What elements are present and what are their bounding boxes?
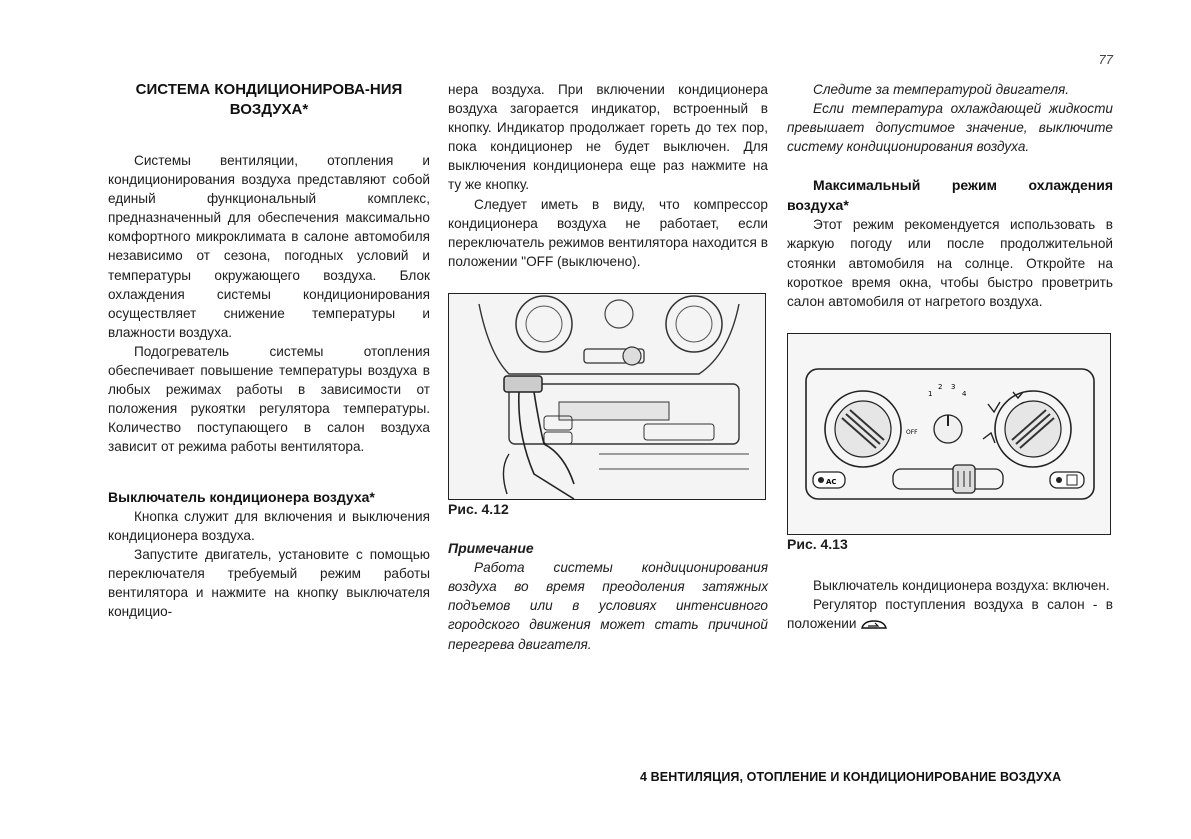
fan-speed-2-label: 2 — [938, 382, 943, 391]
page-number: 77 — [1098, 52, 1113, 67]
paragraph: Следите за температурой двигателя. — [813, 82, 1070, 97]
figure-4-13-image — [787, 333, 1111, 535]
paragraph: Системы вентиляции, отопления и кондиционирования воздуха представляют собой единый функциональный комплекс, предназначенный для обеспечения максимально комфортного микроклимата в салоне автомобиля независимо от сезона, погодных условий и температуры окружающего воздуха. Блок охлаждения системы кондиционирования осуществляет снижение температуры и влажности воздуха. — [108, 153, 430, 340]
figure-caption: Рис. 4.13 — [787, 535, 848, 552]
figure-4-12-image — [448, 293, 766, 500]
paragraph: Запустите двигатель, установите с помощью переключателя требуемый режим работы вентилятора и нажмите на кнопку выключателя кондицио- — [108, 546, 430, 619]
paragraph: нера воздуха. При включении кондиционера воздуха загорается индикатор, встроенный в кнопку. Индикатор продолжает гореть до тех пор, пока кондиционер не будет выключен. Для выключения кондиционера еще раз нажмите на ту же кнопку. — [448, 82, 768, 193]
column-3 — [787, 80, 1113, 633]
paragraph: Если температура охлаждающей жидкости превышает допустимое значение, выключите систему кондиционирования воздуха. — [787, 101, 1113, 155]
section-heading-max-cooling: Максимальный режим охлаждения воздуха* — [787, 177, 1113, 214]
paragraph: Кнопка служит для включения и выключения кондиционера воздуха. — [108, 508, 430, 543]
fan-speed-4-label: 4 — [962, 389, 967, 398]
column-2 — [448, 80, 768, 654]
paragraph: Выключатель кондиционера воздуха: включен. — [813, 577, 1110, 593]
section-heading-ac-switch: Выключатель кондиционера воздуха* — [108, 488, 375, 505]
note-title: Примечание — [448, 540, 534, 557]
page-footer: 4 ВЕНТИЛЯЦИЯ, ОТОПЛЕНИЕ И КОНДИЦИОНИРОВАНИЕ ВОЗДУХА — [640, 770, 1062, 784]
fan-off-label: OFF — [906, 428, 918, 436]
paragraph: Подогреватель системы отопления обеспечивает повышение температуры воздуха в любых режимах работы в зависимости от положения рукоятки регулятора температуры. Количество поступающего в салон воздуха зависит от режима работы вентилятора. — [108, 343, 430, 455]
note-text: Работа системы кондиционирования воздуха во время преодоления затяжных подъемов или в условиях интенсивного городского движения может стать причиной перегрева двигателя. — [448, 560, 768, 652]
paragraph-text: Регулятор поступления воздуха в салон - в положении — [787, 597, 1113, 632]
recirculation-icon — [860, 619, 888, 631]
figure-caption: Рис. 4.12 — [448, 500, 509, 517]
ac-button-label: AC — [826, 477, 837, 486]
fan-speed-1-label: 1 — [928, 389, 933, 398]
paragraph: Этот режим рекомендуется использовать в жаркую погоду или после продолжительной стоянки автомобиля на солнце. Откройте на короткое время окна, чтобы быстро проветрить салон автомобиля от нагретого воздуха. — [787, 217, 1113, 309]
column-1 — [108, 80, 430, 621]
section-heading-ac-system: СИСТЕМА КОНДИЦИОНИРОВА-НИЯ ВОЗДУХА* — [135, 81, 403, 118]
fan-speed-3-label: 3 — [951, 382, 956, 391]
paragraph: Следует иметь в виду, что компрессор кондиционера воздуха не работает, если переключатель режимов вентилятора находится в положении "OFF (выключено). — [448, 196, 768, 269]
paragraph-with-icon — [787, 595, 1113, 633]
